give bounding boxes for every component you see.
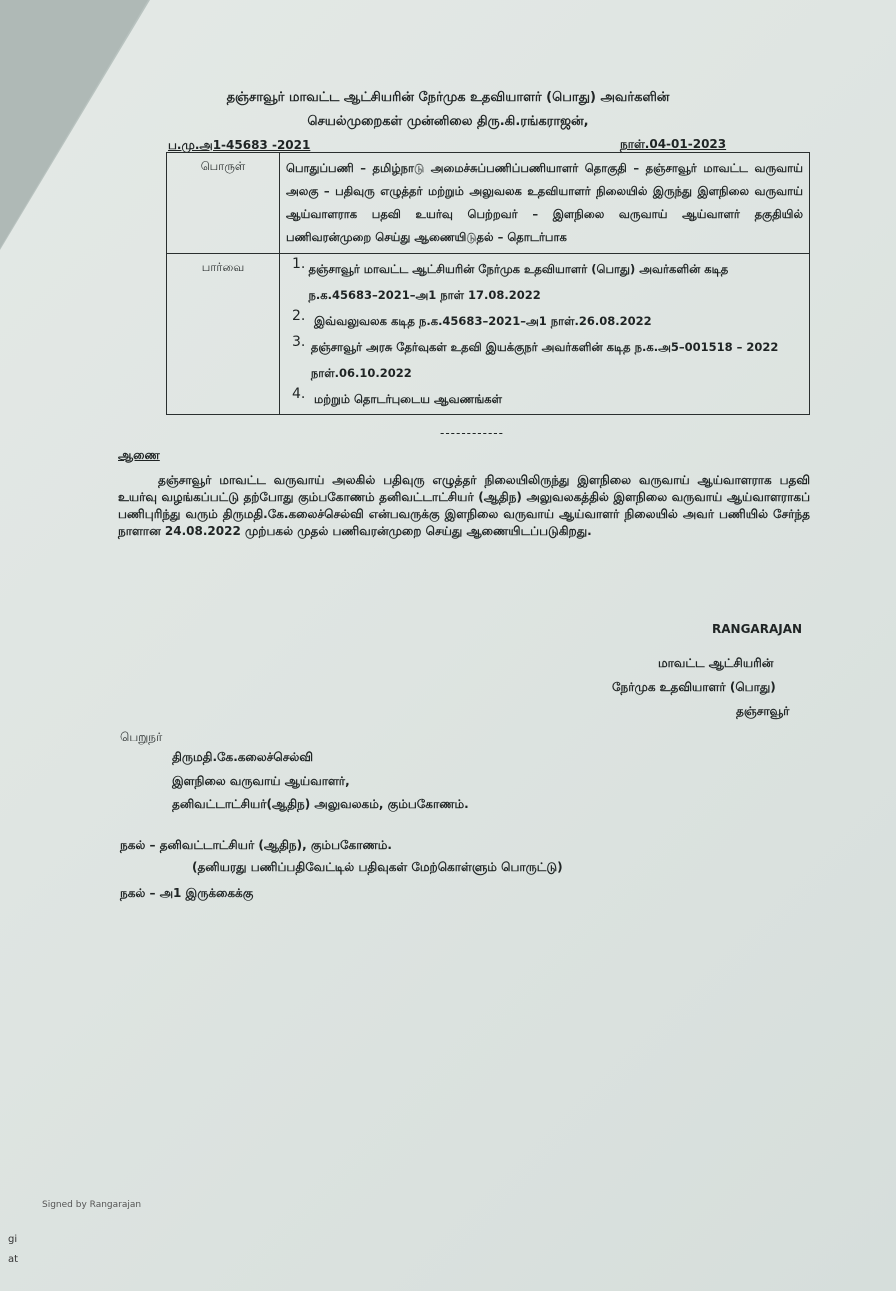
subject-label: பொருள்	[167, 153, 280, 254]
reference-number: ப.மு.அ1-45683 -2021	[168, 138, 311, 152]
reference-text-3: தஞ்சாவூர் அரசு தேர்வுகள் உதவி இயக்குநர் அவர்களின் கடித ந.க.அ5–001518 – 2022 நாள்.06.10.2022	[310, 340, 779, 380]
header-line-1: தஞ்சாவூர் மாவட்ட ஆட்சியரின் நேர்முக உதவியாளர் (பொது) அவர்களின்	[226, 90, 670, 105]
copy-to-1: நகல் – தனிவட்டாட்சியர் (ஆதிந), கும்பகோணம்.	[120, 838, 392, 852]
header-line-2: செயல்முறைகள் முன்னிலை திரு.கி.ரங்கராஜன்,	[307, 114, 589, 129]
order-title: ஆணை	[118, 448, 160, 462]
subject-text: பொதுப்பணி – தமிழ்நாடு அமைச்சுப்பணிப்பணியாளர் தொகுதி – தஞ்சாவூர் மாவட்ட வருவாய் அலகு – பதிவுரு எழுத்தர் மற்றும் அலுவலக உதவியாளர் நிலையில் இருந்து இளநிலை வருவாய் ஆய்வாளராக பதவி உயர்வு பெற்றவர் – இளநிலை வருவாய் ஆய்வாளர் தகுதியில் பணிவரன்முறை செய்து ஆணையிடுதல் – தொடர்பாக	[280, 153, 810, 254]
digital-signature-note: Signed by Rangarajan	[42, 1200, 142, 1210]
reference-number-2: 2.	[292, 308, 306, 324]
order-body: தஞ்சாவூர் மாவட்ட வருவாய் அலகில் பதிவுரு எழுத்தர் நிலையிலிருந்து இளநிலை வருவாய் ஆய்வாளராக பதவி உயர்வு வழங்கப்பட்டு தற்போது கும்பகோணம் தனிவட்டாட்சியர் (ஆதிந) அலுவலகத்தில் இளநிலை வருவாய் ஆய்வாளராகப் பணிபுரிந்து வரும் திருமதி.கே.கலைச்செல்வி என்பவருக்கு இளநிலை வருவாய் ஆய்வாளர் நிலையில் அவர் பணியில் சேர்ந்த நாளான 24.08.2022 முற்பகல் முதல் பணிவரன்முறை செய்து ஆணையிடப்படுகிறது.	[118, 473, 810, 538]
subject-table	[166, 152, 810, 415]
reference-item	[292, 308, 801, 334]
margin-mark-1: gi	[8, 1234, 18, 1245]
recipient-line-3: தனிவட்டாட்சியர்(ஆதிந) அலுவலகம், கும்பகோணம்.	[172, 797, 469, 811]
reference-text-4: மற்றும் தொடர்புடைய ஆவணங்கள்	[314, 392, 503, 406]
signatory-title-2: நேர்முக உதவியாளர் (பொது)	[612, 680, 776, 694]
signatory-title-3: தஞ்சாவூர்	[736, 704, 790, 718]
recipient-line-1: திருமதி.கே.கலைச்செல்வி	[172, 750, 313, 764]
signatory-title-1: மாவட்ட ஆட்சியரின்	[658, 656, 774, 670]
reference-text-2: இவ்வலுவலக கடித ந.க.45683–2021–அ1 நாள்.26.08.2022	[314, 314, 652, 328]
recipient-line-2: இளநிலை வருவாய் ஆய்வாளர்,	[172, 774, 350, 788]
reference-number-3: 3.	[292, 334, 306, 350]
reference-number-1: 1.	[292, 256, 306, 272]
subject-row	[167, 153, 810, 254]
reference-item	[292, 334, 801, 386]
margin-mark-2: at	[8, 1254, 19, 1265]
references-label: பார்வை	[167, 254, 280, 415]
copy-to-2: நகல் – அ1 இருக்கைக்கு	[120, 886, 254, 900]
reference-text-1: தஞ்சாவூர் மாவட்ட ஆட்சியரின் நேர்முக உதவியாளர் (பொது) அவர்களின் கடித ந.க.45683–2021–அ1 நாள் 17.08.2022	[308, 262, 729, 302]
copy-to-1-note: (தனியரது பணிப்பதிவேட்டில் பதிவுகள் மேற்கொள்ளும் பொருட்டு)	[192, 860, 563, 874]
reference-item	[292, 256, 801, 308]
signatory-name: RANGARAJAN	[712, 622, 803, 636]
order-date: நாள்.04-01-2023	[620, 137, 727, 151]
references-row	[167, 254, 810, 415]
references-list	[280, 254, 810, 415]
recipient-label: பெறுநர்	[120, 730, 163, 744]
section-separator: ------------	[440, 426, 504, 440]
reference-number-4: 4.	[292, 386, 306, 402]
reference-item	[292, 386, 801, 412]
